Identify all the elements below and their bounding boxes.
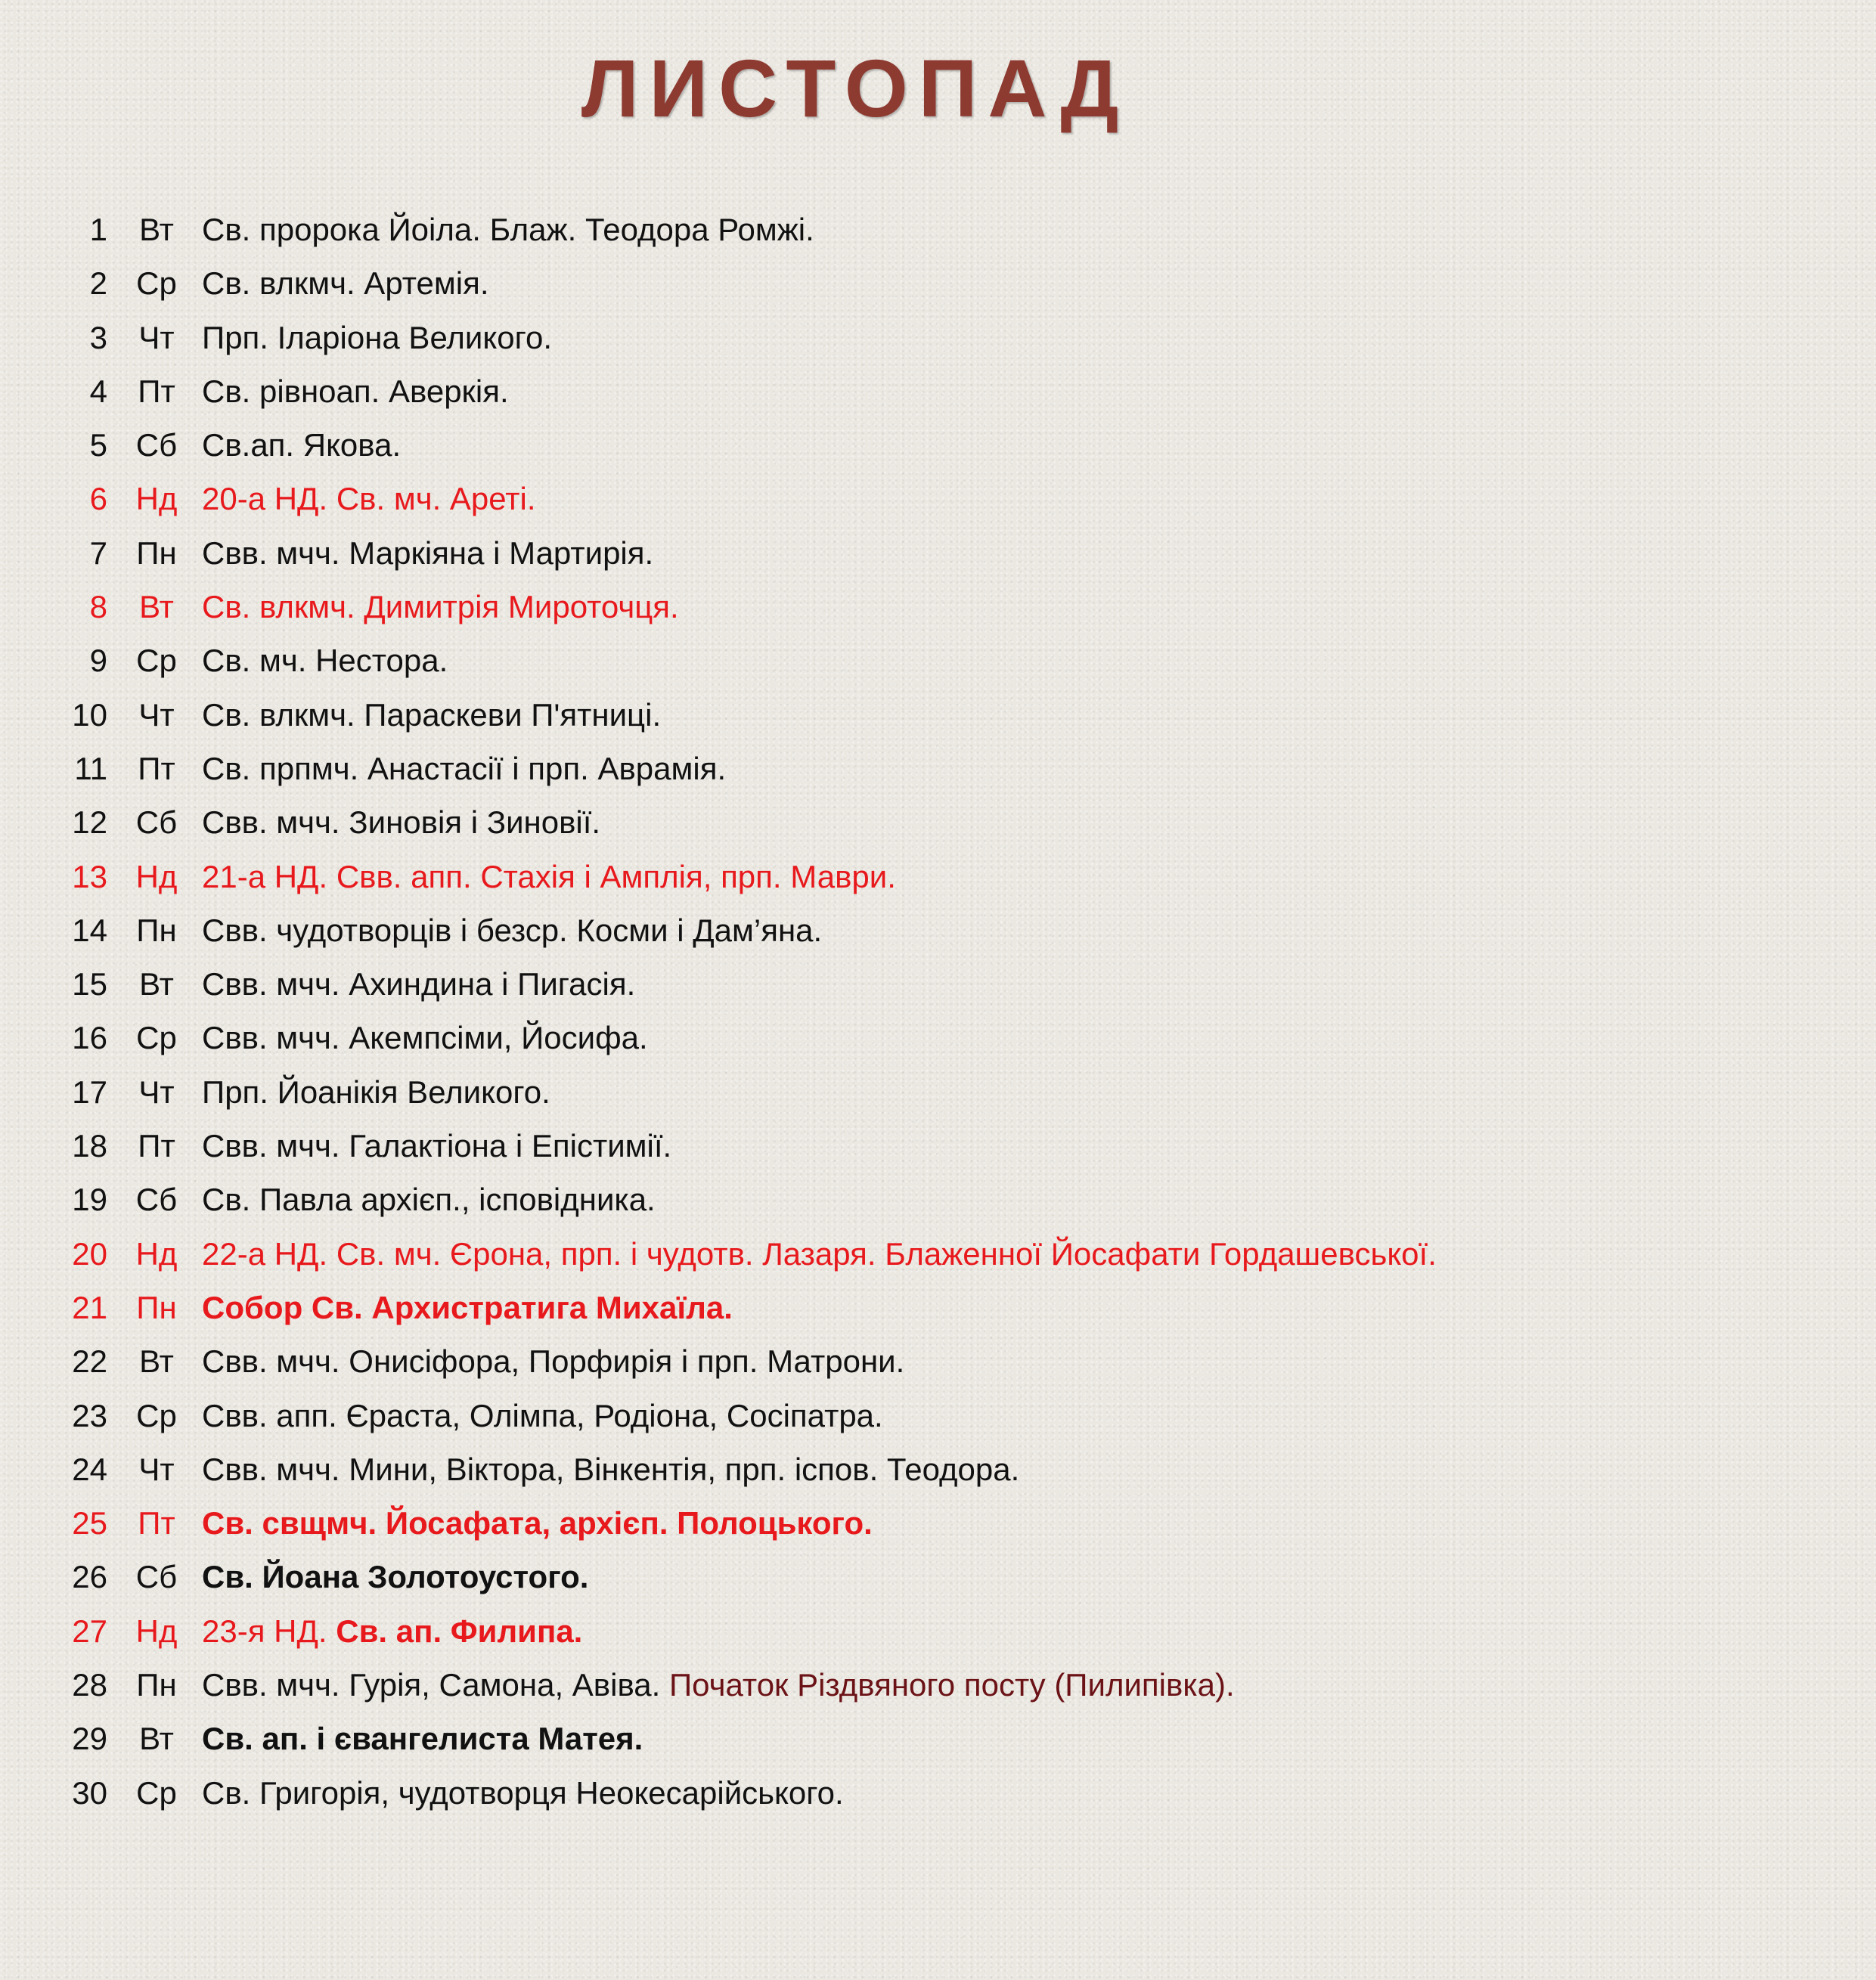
day-number: 22 — [72, 1343, 107, 1380]
calendar-row — [0, 311, 1876, 364]
day-number: 6 — [89, 481, 107, 517]
weekday-label: Пт — [138, 1128, 175, 1164]
feast-text-segment: Св.ап. Якова. — [202, 427, 402, 463]
calendar-row — [0, 364, 1876, 418]
feast-text-segment: Св. ап. і євангелиста Матея. — [202, 1721, 643, 1757]
calendar-row — [0, 256, 1876, 310]
calendar-row — [0, 1119, 1876, 1173]
feast-description — [202, 364, 509, 418]
feast-text-segment: Св. влкмч. Параскеви П'ятниці. — [202, 696, 662, 733]
calendar-row — [0, 1442, 1876, 1496]
weekday-label: Пт — [138, 373, 175, 409]
day-number: 23 — [72, 1397, 107, 1433]
weekday-label: Ср — [136, 643, 177, 679]
feast-description — [202, 795, 600, 849]
weekday-label: Чт — [138, 319, 175, 355]
day-number: 1 — [89, 212, 107, 247]
feast-text-segment: Св. влкмч. Димитрія Мироточця. — [202, 589, 679, 625]
feast-description — [202, 203, 814, 256]
weekday-label: Пн — [136, 1667, 177, 1703]
feast-text-segment: Св. мч. Нестора. — [202, 643, 448, 679]
feast-text-segment: Свв. мчч. Маркіяна і Мартирія. — [202, 535, 654, 571]
calendar-row — [0, 903, 1876, 957]
feast-text-segment: Початок Різдвяного посту (Пилипівка). — [668, 1667, 1235, 1703]
feast-text-segment: Собор Св. Архистратига Михаїла. — [202, 1289, 733, 1325]
feast-description — [202, 311, 552, 364]
weekday-label: Ср — [136, 1774, 177, 1811]
feast-text-segment: Св. пророка Йоіла. Блаж. Теодора Ромжі. — [202, 212, 814, 247]
feast-description — [202, 850, 896, 903]
weekday-label: Нд — [135, 858, 178, 894]
calendar-row — [0, 1658, 1876, 1712]
feast-text-segment: Свв. мчч. Мини, Віктора, Вінкентія, прп. іспов. Теодора. — [202, 1451, 1020, 1487]
day-number: 3 — [89, 319, 107, 355]
weekday-label: Сб — [135, 1559, 178, 1595]
feast-description — [202, 256, 489, 310]
day-number: 19 — [72, 1182, 107, 1218]
feast-description — [202, 1604, 582, 1658]
day-number: 18 — [72, 1128, 107, 1164]
feast-description — [202, 1173, 656, 1226]
feast-text-segment: Св. рівноап. Аверкія. — [202, 373, 509, 409]
feast-text-segment: Свв. мчч. Галактіона і Епістимії. — [202, 1128, 672, 1164]
weekday-label: Нд — [135, 1613, 178, 1649]
day-number: 28 — [72, 1667, 107, 1703]
weekday-label: Нд — [135, 1235, 178, 1272]
feast-description — [202, 1334, 904, 1388]
calendar-row — [0, 580, 1876, 634]
calendar-row — [0, 1496, 1876, 1550]
weekday-label: Пн — [136, 912, 177, 948]
weekday-label: Сб — [135, 427, 178, 463]
feast-text-segment: Свв. апп. Єраста, Олімпа, Родіона, Сосіпатра. — [202, 1397, 883, 1433]
feast-text-segment: Свв. мчч. Зиновія і Зиновії. — [202, 804, 601, 841]
feast-description — [202, 1389, 883, 1442]
day-number: 9 — [89, 643, 107, 679]
weekday-label: Вт — [139, 589, 174, 625]
weekday-label: Сб — [135, 1182, 178, 1218]
day-number: 11 — [74, 750, 107, 786]
feast-description — [202, 1227, 1437, 1281]
weekday-label: Чт — [138, 696, 175, 733]
day-number: 10 — [72, 696, 107, 733]
day-number: 8 — [89, 589, 107, 625]
feast-description — [202, 1119, 671, 1173]
weekday-label: Нд — [135, 481, 178, 517]
feast-text-segment: 23-я НД. — [202, 1613, 336, 1649]
day-number: 30 — [72, 1774, 107, 1811]
day-number: 4 — [89, 373, 107, 409]
feast-text-segment: Св. ап. Филипа. — [336, 1613, 583, 1649]
weekday-label: Сб — [135, 804, 178, 841]
feast-description — [202, 1550, 588, 1604]
day-number: 24 — [72, 1451, 107, 1487]
calendar-row — [0, 526, 1876, 580]
feast-description — [202, 1496, 873, 1550]
calendar-row — [0, 1173, 1876, 1226]
calendar-row — [0, 634, 1876, 687]
day-number: 25 — [72, 1505, 107, 1542]
day-number: 2 — [89, 265, 107, 302]
calendar-row — [0, 1281, 1876, 1334]
calendar-row — [0, 1389, 1876, 1442]
day-number: 29 — [72, 1721, 107, 1757]
feast-description — [202, 742, 726, 795]
calendar-row — [0, 1334, 1876, 1388]
feast-description — [202, 1065, 550, 1119]
calendar-row — [0, 418, 1876, 472]
feast-description — [202, 1658, 1235, 1712]
feast-text-segment: 20-а НД. Св. мч. Ареті. — [202, 481, 536, 517]
weekday-label: Ср — [136, 1397, 177, 1433]
feast-text-segment: Св. свщмч. Йосафата, архієп. Полоцького. — [202, 1505, 873, 1542]
day-number: 7 — [89, 535, 107, 571]
calendar-row — [0, 472, 1876, 525]
feast-text-segment: 21-а НД. Свв. апп. Стахія і Амплія, прп. Маври. — [202, 858, 896, 894]
calendar-row — [0, 742, 1876, 795]
weekday-label: Пт — [138, 1505, 175, 1542]
day-number: 26 — [72, 1559, 107, 1595]
weekday-label: Пт — [138, 750, 175, 786]
calendar-row — [0, 1011, 1876, 1064]
feast-description — [202, 418, 401, 472]
feast-text-segment: Св. Павла архієп., ісповідника. — [202, 1182, 656, 1218]
day-number: 5 — [89, 427, 107, 463]
feast-description — [202, 634, 448, 687]
day-number: 14 — [72, 912, 107, 948]
feast-text-segment: Свв. мчч. Акемпсіми, Йосифа. — [202, 1020, 648, 1056]
calendar-row — [0, 688, 1876, 742]
feast-text-segment: Свв. мчч. Онисіфора, Порфирія і прп. Матрони. — [202, 1343, 905, 1380]
day-number: 20 — [72, 1235, 107, 1272]
weekday-label: Вт — [139, 212, 174, 247]
calendar-row — [0, 957, 1876, 1011]
feast-description — [202, 903, 822, 957]
weekday-label: Вт — [139, 1343, 174, 1380]
feast-text-segment: Свв. мчч. Ахиндина і Пигасія. — [202, 966, 636, 1002]
feast-text-segment: Свв. чудотворців і безср. Косми і Дам’яна. — [202, 912, 823, 948]
feast-text-segment: Св. Григорія, чудотворця Неокесарійського. — [202, 1774, 844, 1811]
feast-description — [202, 580, 679, 634]
calendar-list — [0, 203, 1876, 1820]
feast-text-segment: Прп. Йоанікія Великого. — [202, 1074, 550, 1110]
calendar-row — [0, 1766, 1876, 1820]
calendar-row — [0, 1065, 1876, 1119]
feast-description — [202, 1766, 844, 1820]
calendar-row — [0, 1227, 1876, 1281]
feast-text-segment: Св. влкмч. Артемія. — [202, 265, 489, 302]
feast-text-segment: Свв. мчч. Гурія, Самона, Авіва. — [202, 1667, 669, 1703]
day-number: 12 — [72, 804, 107, 841]
calendar-row — [0, 1712, 1876, 1765]
feast-text-segment: Прп. Іларіона Великого. — [202, 319, 553, 355]
feast-description — [202, 1442, 1019, 1496]
calendar-row — [0, 850, 1876, 903]
weekday-label: Ср — [136, 265, 177, 302]
weekday-label: Пн — [136, 1289, 177, 1325]
calendar-row — [0, 1550, 1876, 1604]
day-number: 17 — [72, 1074, 107, 1110]
weekday-label: Чт — [138, 1074, 175, 1110]
feast-description — [202, 957, 635, 1011]
feast-text-segment: Св. Йоана Золотоустого. — [202, 1559, 589, 1595]
feast-description — [202, 688, 661, 742]
day-number: 21 — [72, 1289, 107, 1325]
weekday-label: Пн — [136, 535, 177, 571]
feast-description — [202, 472, 536, 525]
feast-description — [202, 526, 653, 580]
weekday-label: Вт — [139, 1721, 174, 1757]
page-title: ЛИСТОПАД — [581, 42, 1130, 134]
day-number: 15 — [72, 966, 107, 1002]
calendar-row — [0, 795, 1876, 849]
calendar-row — [0, 1604, 1876, 1658]
weekday-label: Вт — [139, 966, 174, 1002]
feast-description — [202, 1712, 643, 1765]
weekday-label: Ср — [136, 1020, 177, 1056]
day-number: 16 — [72, 1020, 107, 1056]
day-number: 13 — [72, 858, 107, 894]
feast-description — [202, 1011, 648, 1064]
feast-description — [202, 1281, 733, 1334]
feast-text-segment: 22-а НД. Св. мч. Єрона, прп. і чудотв. Лазаря. Блаженної Йосафати Гордашевської. — [202, 1235, 1437, 1272]
feast-text-segment: Св. прпмч. Анастасії і прп. Аврамія. — [202, 750, 727, 786]
weekday-label: Чт — [138, 1451, 175, 1487]
day-number: 27 — [72, 1613, 107, 1649]
calendar-row — [0, 203, 1876, 256]
